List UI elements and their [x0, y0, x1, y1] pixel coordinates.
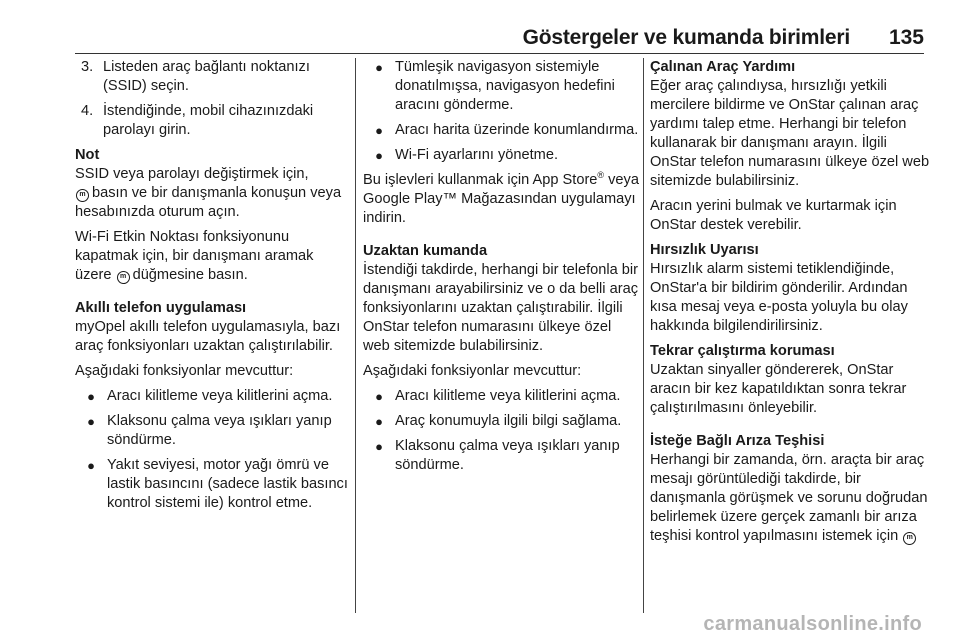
- column-divider-1: [355, 58, 356, 613]
- bullet-icon: ●: [375, 148, 383, 163]
- step-number: 3.: [81, 59, 94, 75]
- stolen-text: Eğer araç çalındıysa, hırsızlığı yetkili mercilere bildirme ve OnStar çalınan araç yardımı talep etme. Herhangi bir telefon kullanarak bir danışmanı arayın. İlgili OnStar telefon numarasını ülkeye özel web sitemizde bulabilirsiniz.: [650, 78, 930, 189]
- list-item: [363, 58, 640, 115]
- download-text-part1: Bu işlevleri kullanmak için App Store: [363, 172, 598, 188]
- page-number: 135: [888, 26, 924, 49]
- remote-heading: Uzaktan kumanda: [363, 243, 488, 259]
- registered-mark: ®: [597, 170, 605, 181]
- list-item-text: Klaksonu çalma veya ışıkları yanıp söndürme.: [395, 438, 620, 473]
- remote-text: İstendiği takdirde, herhangi bir telefonla bir danışmanı arayabilirsiniz ve o da belli araç fonksiyonlarını uzaktan çalıştırabilir. İlgili OnStar telefon numarasını ülkeye özel web sitemizde bulabilirsiniz.: [363, 262, 639, 354]
- restart-text: Uzaktan sinyaller göndererek, OnStar aracın bir kez kapatıldıktan sonra tekrar çalıştırılmasını önleyebilir.: [650, 362, 907, 416]
- list-item: [75, 387, 353, 406]
- note-text: [75, 165, 353, 222]
- list-item: [363, 412, 640, 431]
- list-item: [363, 121, 640, 140]
- note-text-part2: basın ve bir danışmanla konuşun veya hesabınızda oturum açın.: [75, 185, 342, 220]
- bullet-icon: ●: [375, 60, 383, 75]
- list-item-text: Aracı harita üzerinde konumlandırma.: [395, 122, 639, 138]
- watermark: carmanualsonline.info: [703, 613, 922, 635]
- list-item-text: Aracı kilitleme veya kilitlerini açma.: [107, 388, 333, 404]
- list-item: [363, 387, 640, 406]
- restart-heading: Tekrar çalıştırma koruması: [650, 343, 835, 359]
- header-divider: [75, 53, 924, 54]
- theft-text: Hırsızlık alarm sistemi tetiklendiğinde, OnStar'a bir bildirim gönderilir. Ardından kısa mesaj veya e-posta yoluyla bu olay hakkında bilgilendirilirsiniz.: [650, 261, 908, 334]
- list-item-text: Aracı kilitleme veya kilitlerini açma.: [395, 388, 621, 404]
- app-text: myOpel akıllı telefon uygulamasıyla, bazı araç fonksiyonları uzaktan çalıştırılabilir.: [75, 319, 341, 354]
- bullet-icon: ●: [87, 389, 95, 404]
- list-item: [363, 437, 640, 475]
- list-item-text: Araç konumuyla ilgili bilgi sağlama.: [395, 413, 622, 429]
- theft-heading: Hırsızlık Uyarısı: [650, 242, 759, 258]
- list-item: [75, 412, 353, 450]
- numbered-step-4: [75, 102, 353, 140]
- note-heading: Not: [75, 147, 100, 163]
- stolen-heading: Çalınan Araç Yardımı: [650, 59, 796, 75]
- download-text-part2: veya Google Play™ Mağazasından uygulamayı indirin.: [363, 172, 639, 226]
- column-divider-2: [643, 58, 644, 613]
- step-text: İstendiğinde, mobil cihazınızdaki parolayı girin.: [103, 103, 314, 138]
- diag-text: [650, 451, 930, 546]
- bullet-icon: ●: [87, 458, 95, 473]
- app-heading: Akıllı telefon uygulaması: [75, 300, 247, 316]
- column-3: [650, 58, 930, 552]
- onstar-button-icon: [903, 532, 916, 545]
- step-text: Listeden araç bağlantı noktanızı (SSID) seçin.: [103, 59, 310, 94]
- diag-text-body: Herhangi bir zamanda, örn. araçta bir araç mesajı görüntülediği takdirde, bir danışmanla görüşmek ve sorunu doğrudan belirlemek üzere gerçek zamanlı bir arıza teşhisi kontrol yapılmasını istemek için: [650, 452, 928, 544]
- numbered-step-3: [75, 58, 353, 96]
- list-item-text: Wi-Fi ayarlarını yönetme.: [395, 147, 559, 163]
- list-item-text: Klaksonu çalma veya ışıkları yanıp söndürme.: [107, 413, 332, 448]
- onstar-button-icon: [76, 189, 89, 202]
- bullet-icon: ●: [87, 414, 95, 429]
- note-text-part1: SSID veya parolayı değiştirmek için,: [75, 166, 309, 182]
- bullet-icon: ●: [375, 439, 383, 454]
- list-item-text: Yakıt seviyesi, motor yağı ömrü ve lastik basıncını (sadece lastik basıncı kontrol sistemi ile) kontrol etme.: [107, 457, 348, 511]
- column-1: [75, 58, 353, 519]
- diag-heading: İsteğe Bağlı Arıza Teşhisi: [650, 433, 825, 449]
- functions-intro: Aşağıdaki fonksiyonlar mevcuttur:: [75, 363, 294, 379]
- locate-text: Aracın yerini bulmak ve kurtarmak için OnStar destek verebilir.: [650, 198, 897, 233]
- hotspot-text: [75, 228, 353, 285]
- bullet-icon: ●: [375, 389, 383, 404]
- step-number: 4.: [81, 103, 94, 119]
- bullet-icon: ●: [375, 414, 383, 429]
- onstar-button-icon: [117, 271, 130, 284]
- column-2: [363, 58, 640, 481]
- functions-intro: Aşağıdaki fonksiyonlar mevcuttur:: [363, 363, 582, 379]
- page-header: [0, 0, 960, 54]
- hotspot-text-part2: düğmesine basın.: [132, 267, 248, 283]
- list-item: [75, 456, 353, 513]
- list-item-text: Tümleşik navigasyon sistemiyle donatılmışsa, navigasyon hedefini aracını gönderme.: [395, 59, 615, 113]
- download-text: [363, 171, 640, 228]
- hotspot-text-part1: Wi-Fi Etkin Noktası fonksiyonunu kapatmak için, bir danışmanı aramak üzere: [75, 229, 314, 283]
- page-title: Göstergeler ve kumanda birimleri: [522, 26, 850, 49]
- list-item: [363, 146, 640, 165]
- bullet-icon: ●: [375, 123, 383, 138]
